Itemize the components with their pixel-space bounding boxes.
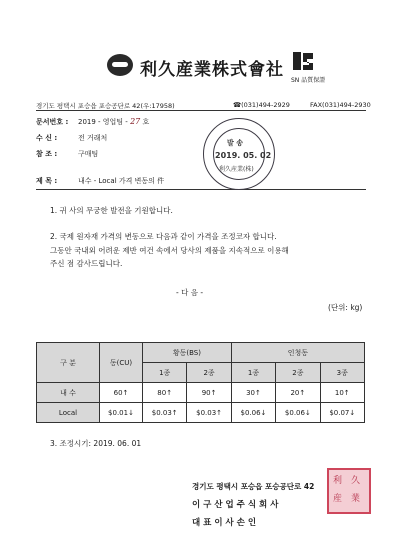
table-row xyxy=(37,403,365,423)
company-address: 경기도 평택시 포승읍 포승공단로 42(우:17958) xyxy=(36,102,175,110)
subheader-cell: 3종 xyxy=(320,363,364,383)
stamp-date: 2019. 05. 02 xyxy=(215,151,272,160)
footer-ceo: 대 표 이 사 손 인 xyxy=(192,518,257,528)
notice-heading: - 다 음 - xyxy=(176,288,204,297)
paragraph-2: 2. 국제 원자재 가격의 변동으로 다음과 같이 가격을 조정코자 합니다. xyxy=(50,232,277,241)
table-cell: $0.03↑ xyxy=(143,403,187,423)
stamp-company: 利久産業(株) xyxy=(219,166,254,173)
table-row xyxy=(37,383,365,403)
seal-char: 産 xyxy=(333,494,343,504)
subheader-cell: 2종 xyxy=(187,363,231,383)
subject-value: 내수 - Local 가격 변동의 件 xyxy=(78,177,165,185)
seal-char: 業 xyxy=(351,494,361,504)
subject-divider xyxy=(36,189,366,190)
subheader-cell: 1종 xyxy=(231,363,275,383)
subheader-cell: 2종 xyxy=(276,363,320,383)
paragraph-3: 3. 조정시기: 2019. 06. 01 xyxy=(50,439,142,448)
unit-label: (단위: kg) xyxy=(328,303,363,312)
footer-company: 이 구 산 업 주 식 회 사 xyxy=(192,500,279,510)
paragraph-2-line-3: 주신 점 감사드립니다. xyxy=(50,259,123,268)
certification-logo-icon xyxy=(292,51,314,75)
row-label: 내 수 xyxy=(37,383,100,403)
company-seal xyxy=(327,468,371,514)
subheader-cell: 1종 xyxy=(143,363,187,383)
company-name: 利久産業株式會社 xyxy=(140,60,284,80)
subject-label: 제 목 : xyxy=(36,177,58,185)
header-divider xyxy=(36,110,366,111)
company-phone: ☎(031)494-2929 xyxy=(233,101,290,109)
ps-header: 인청동 xyxy=(231,343,364,363)
cu-header: 동(CU) xyxy=(100,343,143,383)
bs-header: 황동(BS) xyxy=(143,343,232,363)
price-table xyxy=(36,342,365,423)
table-cell: $0.07↓ xyxy=(320,403,364,423)
table-cell: $0.01↓ xyxy=(100,403,143,423)
paragraph-2-line-2: 그동안 국내외 어려운 제반 여건 속에서 당사의 제품을 지속적으로 이용해 xyxy=(50,246,289,255)
doc-number-printed: 2019 - 영업팀 - xyxy=(78,118,128,126)
table-cell: 30↑ xyxy=(231,383,275,403)
recipient-value: 전 거래처 xyxy=(78,134,108,142)
footer-address: 경기도 평택시 포승읍 포승공단로 42 xyxy=(192,482,315,491)
table-header-row xyxy=(37,343,365,363)
category-header: 구 분 xyxy=(37,343,100,383)
company-fax: FAX(031)494-2930 xyxy=(310,101,371,109)
seal-char: 利 xyxy=(333,476,343,486)
table-cell: 80↑ xyxy=(143,383,187,403)
recipient-label: 수 신 : xyxy=(36,134,58,142)
doc-number-handwritten: 27 xyxy=(130,117,141,126)
row-label: Local xyxy=(37,403,100,423)
company-logo xyxy=(107,54,133,76)
table-cell: $0.06↓ xyxy=(276,403,320,423)
table-cell: $0.06↓ xyxy=(231,403,275,423)
certification-text: SN 品質保證 xyxy=(291,77,326,84)
reference-label: 참 조 : xyxy=(36,150,58,158)
doc-number-label: 문서번호 : xyxy=(36,118,69,126)
reference-value: 구매팀 xyxy=(78,150,99,158)
table-cell: $0.03↑ xyxy=(187,403,231,423)
table-cell: 90↑ xyxy=(187,383,231,403)
stamp-sent-text: 발 송 xyxy=(227,139,243,147)
table-cell: 20↑ xyxy=(276,383,320,403)
doc-number-value xyxy=(78,117,149,127)
doc-number-suffix: 호 xyxy=(142,118,150,126)
paragraph-1: 1. 귀 사의 무궁한 발전을 기원합니다. xyxy=(50,206,173,215)
table-cell: 10↑ xyxy=(320,383,364,403)
seal-char: 久 xyxy=(351,476,361,486)
table-cell: 60↑ xyxy=(100,383,143,403)
